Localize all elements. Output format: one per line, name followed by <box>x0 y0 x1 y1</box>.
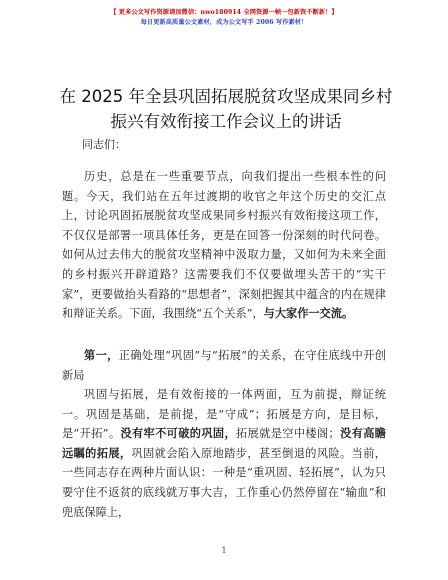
paragraph-intro <box>62 167 386 324</box>
promo-banner <box>0 8 448 28</box>
paragraph-section-1 <box>62 385 386 522</box>
banner-line-1: 【 更多公文写作资源请加微信：nwo180914 全网资源一帧一包新资不断新！】 <box>110 9 338 16</box>
para-text-a: 巩固与拓展，是有效衔接的一体两面，互为前提，辩证统一。巩固是基础，是前提，是“守成”；拓展是方向，是目标，是“开拓”。 <box>62 388 386 441</box>
document-title: 在 2025 年全县巩固拓展脱贫攻坚成果同乡村振兴有效衔接工作会议上的讲话 <box>59 87 393 131</box>
section-heading-1 <box>62 346 386 385</box>
para-bold-a: 没有牢不可破的巩固， <box>120 427 237 441</box>
para-text-c: 巩固就会陷入原地踏步，甚至倒退的风险。当前，一些同志存在两种片面认识：一种是“重巩固、轻拓展”，认为只要守住不返贫的底线就万事大吉，工作重心仍然停留在“输血”和兜底保障上， <box>62 446 386 519</box>
paragraph-intro-bold: 与大家作一交流。 <box>263 307 354 321</box>
section-heading-text: 正确处理“巩固”与“拓展”的关系，在守住底线中开创新局 <box>62 349 386 382</box>
greeting: 同志们： <box>82 138 126 151</box>
page-number: 1 <box>221 546 227 555</box>
section-heading-number: 第一， <box>84 349 119 362</box>
banner-line-2: 每日更新高质量公文素材，成为公文写手 2006 写作素材！ <box>140 19 308 26</box>
para-text-b: 拓展就是空中楼阁； <box>236 427 340 441</box>
para-bold-b: 没有高瞻远瞩的拓展， <box>62 427 386 460</box>
paragraph-intro-text: 历史，总是在一些重要节点，向我们提出一些根本性的问题。今天，我们站在五年过渡期的收官之年这个历史的交汇点上，讨论巩固拓展脱贫攻坚成果同乡村振兴有效衔接这项工作，不仅仅是部署一项具体任务，更是在回答一份深刻的时代问卷。如何从过去伟大的脱贫攻坚精神中汲取力量，又如何为未来全面的乡村振兴开辟道路？这需要我们不仅要做埋头苦干的“实干家”，更要做抬头看路的“思想者”，深刻把握其中蕴含的内在规律和辩证关系。下面，我围绕“五个关系”， <box>62 170 386 321</box>
